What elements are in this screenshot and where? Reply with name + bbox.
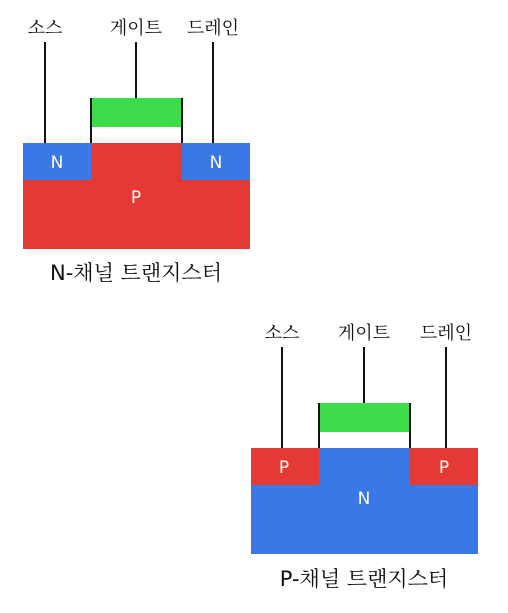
n-channel-source-region-label: N [50,153,64,173]
n-channel-caption: N-채널 트랜지스터 [50,261,222,285]
p-channel-drain-region-label: P [438,458,450,478]
n-channel-transistor [23,17,250,285]
n-channel-source-label: 소스 [27,18,63,39]
p-channel-source-label: 소스 [264,323,300,344]
p-channel-caption: P-채널 트랜지스터 [279,567,449,591]
p-channel-gate [319,403,410,432]
p-channel-gate-oxide [319,432,410,448]
n-channel-drain-label: 드레인 [186,18,240,39]
n-channel-gate-oxide [91,127,182,143]
p-channel-transistor [251,322,478,591]
n-channel-drain-region-label: N [209,153,223,173]
n-channel-gate [91,98,182,127]
p-channel-drain-label: 드레인 [419,323,473,344]
p-channel-gate-label: 게이트 [337,323,391,344]
n-channel-substrate-label: P [130,188,142,208]
n-channel-gate-label: 게이트 [109,18,163,39]
p-channel-substrate-label: N [357,489,371,509]
p-channel-source-region-label: P [278,458,290,478]
